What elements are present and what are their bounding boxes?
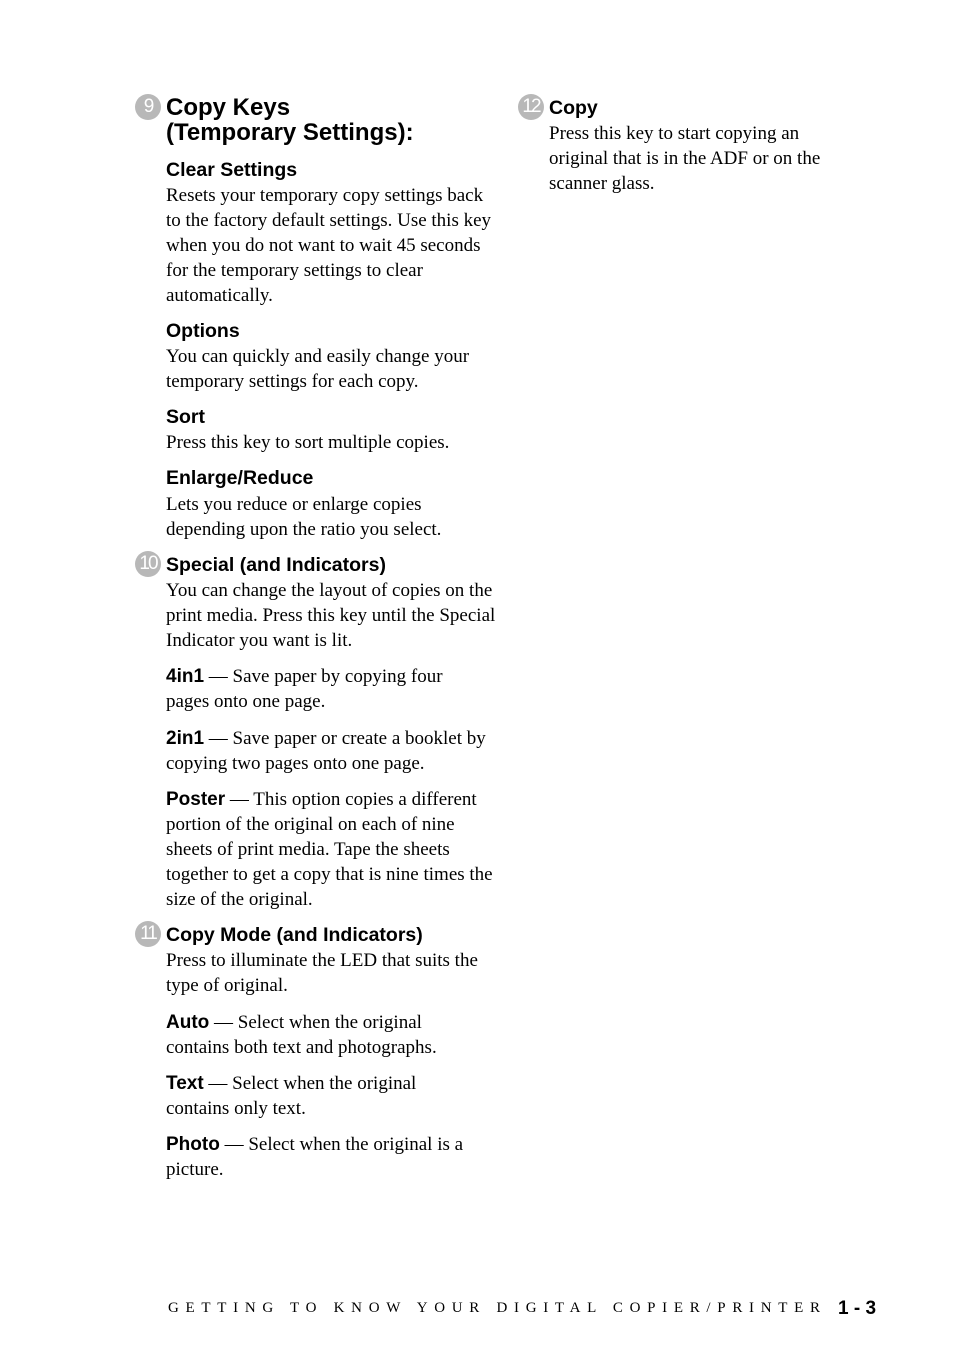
item-text: — Select when the original contains both text and photographs. [166,1012,437,1058]
copy-mode-item-auto [166,1010,476,1060]
copy-mode-item-text [166,1071,456,1121]
special-item-poster [166,787,496,912]
options-body: You can quickly and easily change your temporary settings for each copy. [166,346,470,392]
section-9-title-line1: Copy Keys [166,94,291,121]
special-item-2in1 [166,726,496,776]
item-label: 4in1 [166,666,205,687]
special-heading: Special (and Indicators) [166,554,386,576]
callout-number-9: 9 [135,94,161,120]
enlarge-reduce-body: Lets you reduce or enlarge copies depending upon the ratio you select. [166,494,442,540]
enlarge-reduce-heading: Enlarge/Reduce [166,467,314,489]
callout-number-11: 11 [135,921,161,947]
running-footer-title: GETTING TO KNOW YOUR DIGITAL COPIER/PRINTER [168,1300,827,1316]
copy-body: Press this key to start copying an original that is in the ADF or on the scanner glass. [549,123,821,194]
item-label: Text [166,1073,204,1094]
special-item-4in1 [166,664,476,714]
copy-mode-body: Press to illuminate the LED that suits the type of original. [166,950,478,996]
item-text: — This option copies a different portion of the original on each of nine sheets of print media. Tape the sheets together to get a copy that is nine times the size of the original. [166,789,493,910]
special-body: You can change the layout of copies on the print media. Press this key until the Special Indicator you want is lit. [166,580,496,651]
callout-number-12: 12 [518,94,544,120]
item-text: — Save paper or create a booklet by copying two pages onto one page. [166,728,486,774]
item-label: Auto [166,1012,210,1033]
clear-settings-body: Resets your temporary copy settings back to the factory default settings. Use this key when you do not want to wait 45 seconds for the temporary settings to clear automatically. [166,185,492,306]
item-text: — Select when the original contains only text. [166,1073,417,1119]
callout-number-10: 10 [135,551,161,577]
copy-mode-heading: Copy Mode (and Indicators) [166,924,423,946]
page-number: 1 - 3 [838,1298,877,1319]
options-heading: Options [166,320,240,342]
clear-settings-heading: Clear Settings [166,159,298,181]
item-label: 2in1 [166,728,205,749]
section-9-title-line2: (Temporary Settings): [166,119,414,146]
item-text: — Select when the original is a picture. [166,1134,464,1180]
copy-mode-item-photo [166,1132,496,1182]
copy-heading: Copy [549,97,598,119]
sort-body: Press this key to sort multiple copies. [166,432,450,453]
sort-heading: Sort [166,406,205,428]
item-label: Photo [166,1134,220,1155]
item-label: Poster [166,789,226,810]
item-text: — Save paper by copying four pages onto one page. [166,666,443,712]
